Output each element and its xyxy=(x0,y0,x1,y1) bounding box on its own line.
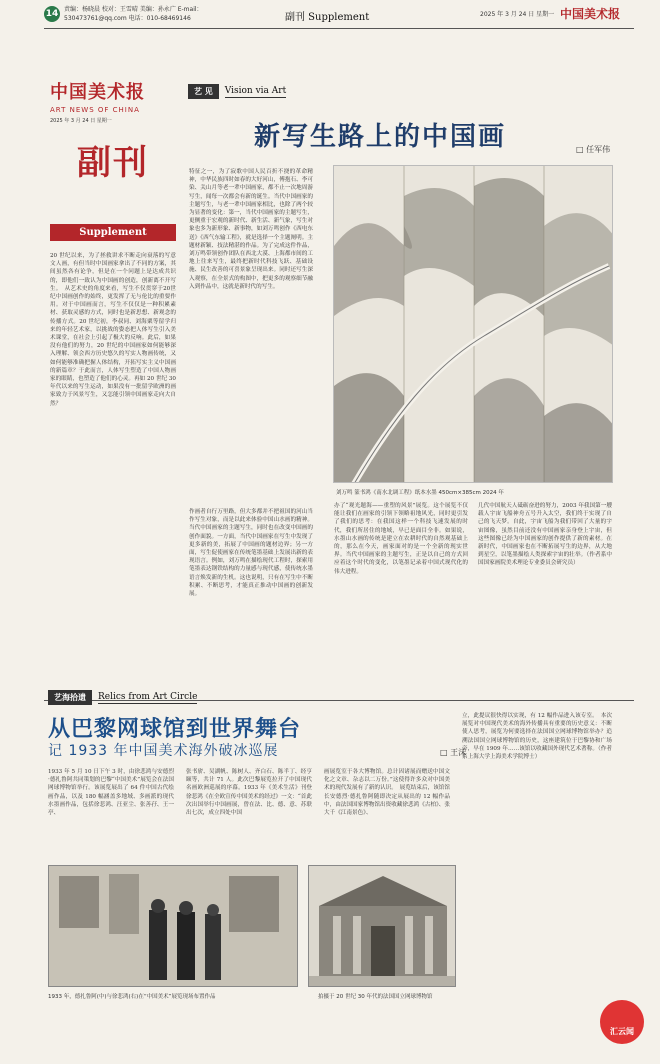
article1-column-3: 作画者自行万里路，但大多都并不把祖国的河山当作写生对象，而是以此来体验中国山水画的精神。当代中国画家的主题写生，同时也在改变中国画的创作面貌。一方面，当代中国画家在写生中发现了更多新的美，拓展了中国画的题材边界；另一方面，写生促使画家在传统笔墨基础上发展出新的表现语言。例如，刘万鸣在描绘现代工程时，探索用笔墨表达钢铁结构的力量感与现代感，使传统水墨语言焕发新的生机。这也说明，只有在写生中不断积累、不断思考，才能真正推动中国画的创新发展。 xyxy=(189,509,313,598)
article2-column-2: 张书旂、吴湖帆、陈树人、齐白石、陈半丁、经亨颐等，共计 71 人。此次巴黎展览拉开了中国现代名画欧洲巡展的序幕。1933 年《美术生活》刊登徐悲鸿《在全欧宣传中国美术的经过》一文：“首此次出国举行中国画展，曾在法、比、德、意、苏联出七次，成立四处中国 xyxy=(186,769,312,817)
article2-kicker xyxy=(48,690,197,705)
painting-svg xyxy=(334,166,613,483)
article1-byline: □ 任军伟 xyxy=(576,145,611,154)
article2-column-1: 1933 年 5 月 10 日下午 3 时，由徐悲鸿与安德烈·德扎鲁阿共同策划的巴黎“中国美术”展览会在法国网球博物馆举行。该展览展出了 64 件中国古代绘画作品，以及 180 幅涵盖多地域、多画派的现代水墨画作品，包括徐悲鸿、汪亚尘、张善孖、王一亭、 xyxy=(48,769,174,817)
newspaper-logo: 中国美术报 xyxy=(560,7,621,21)
article1-kicker xyxy=(188,84,286,99)
exhibition-photo-caption: 1933 年，德扎鲁阿(中)与徐悲鸿(右)在“中国美术”展览现场布置作品 xyxy=(48,994,216,1000)
header-rule xyxy=(44,28,634,29)
masthead-cn: 中国美术报 xyxy=(50,82,145,103)
article1-kicker-en: Vision via Art xyxy=(224,85,287,96)
supplement-bar: Supplement xyxy=(50,224,176,241)
painting-image xyxy=(333,165,613,483)
article2-byline: □ 王沫 xyxy=(440,748,467,757)
painting-caption: 刘万鸣 篆书鸿《南水北调工程》纸本水墨 450cm×385cm 2024 年 xyxy=(336,490,504,496)
masthead-date: 2025 年 3 月 24 日 星期一 xyxy=(50,118,112,124)
article2-subtitle: 记 1933 年中国美术海外破冰巡展 xyxy=(48,743,279,759)
masthead-en: ART NEWS OF CHINA xyxy=(50,106,140,114)
museum-photo-svg xyxy=(309,866,456,987)
museum-photo xyxy=(308,865,456,987)
article2-kicker-en: Relics from Art Circle xyxy=(98,691,198,702)
museum-photo-caption: 拍摄于 20 世纪 30 年代的法国国立网球博物馆 xyxy=(318,994,433,1000)
page-number: 14 xyxy=(44,6,60,22)
article1-column-2: 特征之一，为了寂歌中国人民百折不挠的革命精神，中华民族四时如春的大好河山，傅抱石、李可染、关山月等老一辈中国画家，都不止一次地周游写生，闻每一次都会有新的诞生。当代中国画家的主题写生，与老一辈中国画家相比，也除了两个较为显著的变化：第一，当代中国画家的主题写生，更侧重于宏观的新时代、新生活、新气象，写生对象也多为新形象、新事物，如刘万鸣创作《西电东送》《西气东输工程》，就是选择一个主题阐明。主题材新颖、技法精湛的作品。为了完成这件作品，刘万鸣带领创作团队在西北大漠、上海都市间的工地上往来写生，最终把新时代科技飞跃、基础设施、民生改善的可喜景象呈现出来。同时还写生深入观察，在全景式的构图中，把更多的观察细节融入到作品中，这就是新时代的写生。 xyxy=(189,169,313,290)
supplement-block xyxy=(50,125,176,245)
article1-headline[interactable]: 新写生路上的中国画 xyxy=(254,122,507,152)
page-header xyxy=(0,0,660,36)
exhibition-photo-svg xyxy=(49,866,298,987)
editor-credits: 责编：杨晓晨 校对：王雪晴 美编：孙永广 E-mail：530473761@qq.com 电话：010-68469146 xyxy=(64,6,203,22)
exhibition-photo xyxy=(48,865,298,987)
article2-column-4: 立，此提议很快得以实现，有 12 幅作品进入该专室。 本次展览对中国现代美术的海外传播具有重要的历史意义：不断使人思考，展览为何要选择在法国国立网球博物馆举办？追溯法国国立网球博物馆的历史，这座建筑位于巴黎协和广场旁，早在 1909 年……该馆以收藏国外现代艺术著称。（作者系上海大学上海美术学院博士） xyxy=(462,713,612,761)
article2-column-3: 画展览室于各大博物馆。总计因诸展而赠送中国文化之文章、杂志以二万份。”这使得许多众对中国美术的现代发展有了新的认识。 展览结束后，该馆馆长安德烈·德扎鲁阿随即决定从展出的 12 幅作品中，由法国国家博物馆出资收藏徐悲鸿《古柏》、张大千《江南景色》、 xyxy=(324,769,450,817)
article1-column-5: 几代中国航天人砥砺奋进的努力，2003 年我国第一艘载人宇宙飞船神舟五号升入太空，我们终于实现了自己的飞天梦。自此，宇宙飞船为我们带回了大量的宇宙图像，虽然目前还没有中国画家亲身登上宇宙，但这些图像已经为中国画家的创作提供了新的素材。在新时代，中国画家也在不断拓展写生的边界，从大地到星空，以笔墨描绘人类探索宇宙的壮举。（作者系中国国家画院美术理论专业委员会研究员） xyxy=(478,503,612,567)
masthead xyxy=(50,78,176,124)
issue-date: 2025 年 3 月 24 日 星期一 xyxy=(480,11,555,18)
article1-column-1: 20 世纪以来，为了拯救讲求不断走向衰落的写意文人画，有但当时中国画家拿出了不同的方案，其间虽然各有论争，但是在一个问题上是达成共识的，即他们一致认为中国画的创造，创新离不开写生。 从艺术史的角度来看，写生不仅贯穿于20世纪中国画创作的始终，更发挥了无与伦比的重要作用。对于中国画而言，写生不仅仅是一种积累素材、获取灵感的方式，同时也是新思想、新观念的传播方式。20 世纪初，李叔同、刘海粟等留学归来的年轻艺术家，以挑战的姿态把人体写生引入美术课堂，在社会上引起了极大的反响。此后，如果没有他们的努力，20 世纪的中国画家如何能够深入理解、领会西方历史悠久的写实人物画传统，又如何能够准确把握人体结构，开拓写实主义中国画的新篇章？于此而言，人体写生塑造了中国人物画家的眼睛，也塑造了他们的心灵。再如 20 世纪 30 年代以来的写生运动，如果没有一批留学欧洲的画家致力于风景写生，又怎能引领中国画家走向大自然？ xyxy=(50,253,176,407)
article1-kicker-tag: 艺 见 xyxy=(188,84,219,99)
article1-column-4: 办了“观光题海——重塑的风景”展览。这个展览不仅能让我们在画家的引领下领略祖地风光，同时更引发了我们的思考：在我国这样一个科技飞速发展的时代，我们所居住的地域，早已是面目全非。如果说，水墨山水画的传统是建立在农耕时代的自然观基础上的，那么在今天，画家面对的是一个全新的现实世界。当代中国画家的主题写生，正是以自己的方式回应着这个时代的变化，以笔墨记录着中国式现代化的伟大进程。 xyxy=(334,503,468,575)
app-badge[interactable]: 汇云闻 xyxy=(600,1000,644,1044)
article2-kicker-tag: 艺海拾遗 xyxy=(48,690,92,705)
article2-headline[interactable]: 从巴黎网球馆到世界舞台 xyxy=(48,717,302,742)
supplement-title: 副刊 xyxy=(77,143,149,183)
section-title: 副刊 Supplement xyxy=(285,12,370,23)
